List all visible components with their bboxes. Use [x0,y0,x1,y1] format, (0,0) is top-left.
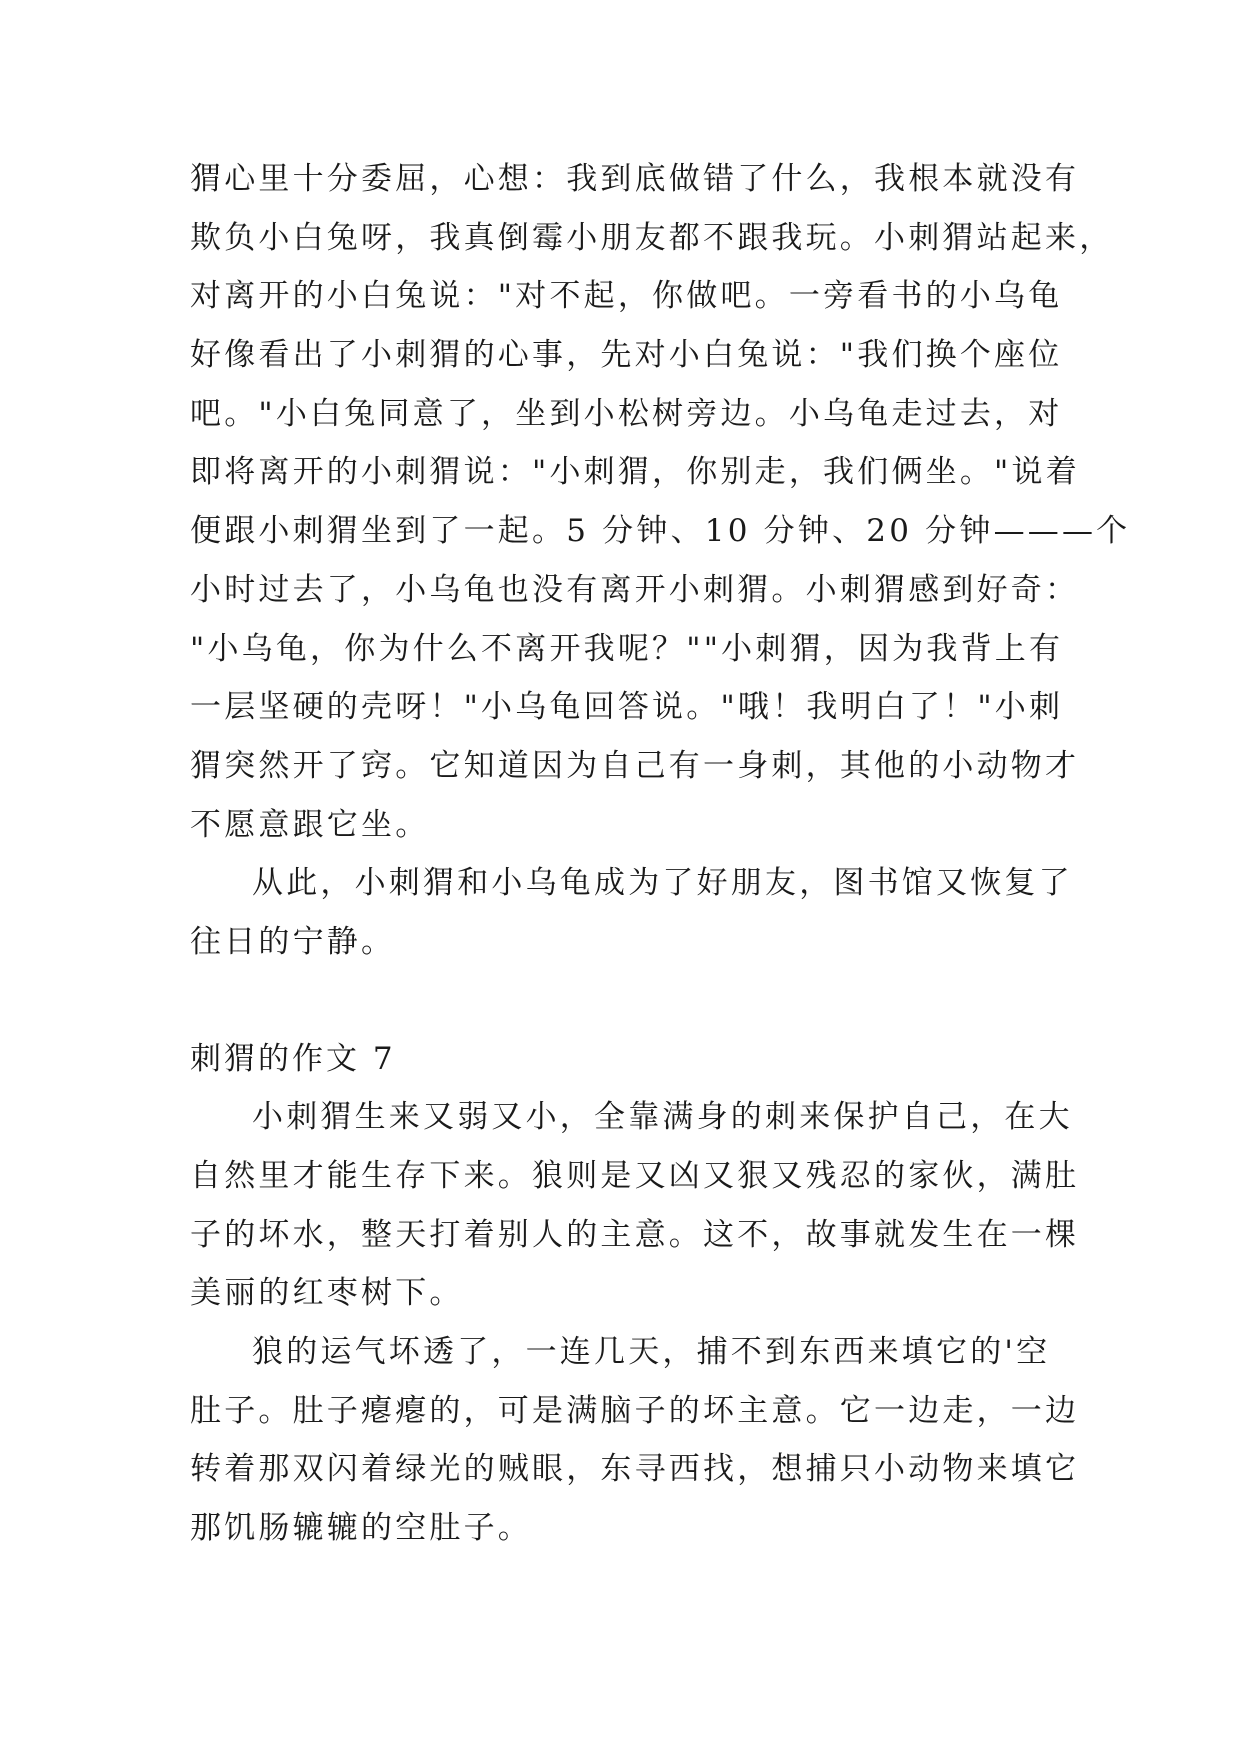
text-line: 肚子。肚子瘪瘪的，可是满脑子的坏主意。它一边走，一边 [190,1392,1080,1429]
text-line: 一层坚硬的壳呀！"小乌龟回答说。"哦！我明白了！"小刺 [190,689,1064,726]
text-line: 好像看出了小刺猬的心事，先对小白兔说："我们换个座位 [190,337,1063,374]
text-line: 那饥肠辘辘的空肚子。 [190,1510,532,1547]
text-line: 子的坏水，整天打着别人的主意。这不，故事就发生在一棵 [190,1216,1080,1253]
section-gap [190,972,1050,1030]
text-line: "小乌龟，你为什么不离开我呢？""小刺猬，因为我背上有 [190,630,1064,667]
text-line: 小时过去了，小乌龟也没有离开小刺猬。小刺猬感到好奇： [190,571,1080,608]
text-line: 猬心里十分委屈，心想：我到底做错了什么，我根本就没有 [190,161,1080,197]
paragraph-3 [190,1088,1080,1323]
text-line: 往日的宁静。 [190,923,396,960]
text-line: 狼的运气坏透了，一连几天，捕不到东西来填它的'空 [252,1334,1051,1371]
section-heading: 刺猬的作文 7 [190,1040,396,1077]
text-line: 小刺猬生来又弱又小，全靠满身的刺来保护自己，在大 [252,1099,1073,1136]
text-line: 吧。"小白兔同意了，坐到小松树旁边。小乌龟走过去，对 [190,395,1063,432]
text-line: 从此，小刺猬和小乌龟成为了好朋友，图书馆又恢复了 [252,865,1073,902]
paragraph-2 [190,854,1073,971]
text-line: 即将离开的小刺猬说："小刺猬，你别走，我们俩坐。"说着 [190,454,1080,491]
document-page [190,150,1131,1558]
paragraph-4 [190,1323,1080,1558]
text-line: 对离开的小白兔说："对不起，你做吧。一旁看书的小乌龟 [190,278,1063,315]
text-line: 自然里才能生存下来。狼则是又凶又狠又残忍的家伙，满肚 [190,1158,1080,1194]
text-line: 不愿意跟它坐。 [190,806,430,843]
text-line: 美丽的红枣树下。 [190,1275,464,1312]
text-line: 猬突然开了窍。它知道因为自己有一身刺，其他的小动物才 [190,747,1080,784]
text-line: 便跟小刺猬坐到了一起。5 分钟、10 分钟、20 分钟———个 [190,513,1131,550]
text-line: 欺负小白兔呀，我真倒霉小朋友都不跟我玩。小刺猬站起来， [190,219,1114,256]
text-line: 转着那双闪着绿光的贼眼，东寻西找，想捕只小动物来填它 [190,1451,1080,1488]
paragraph-1 [190,150,1131,854]
